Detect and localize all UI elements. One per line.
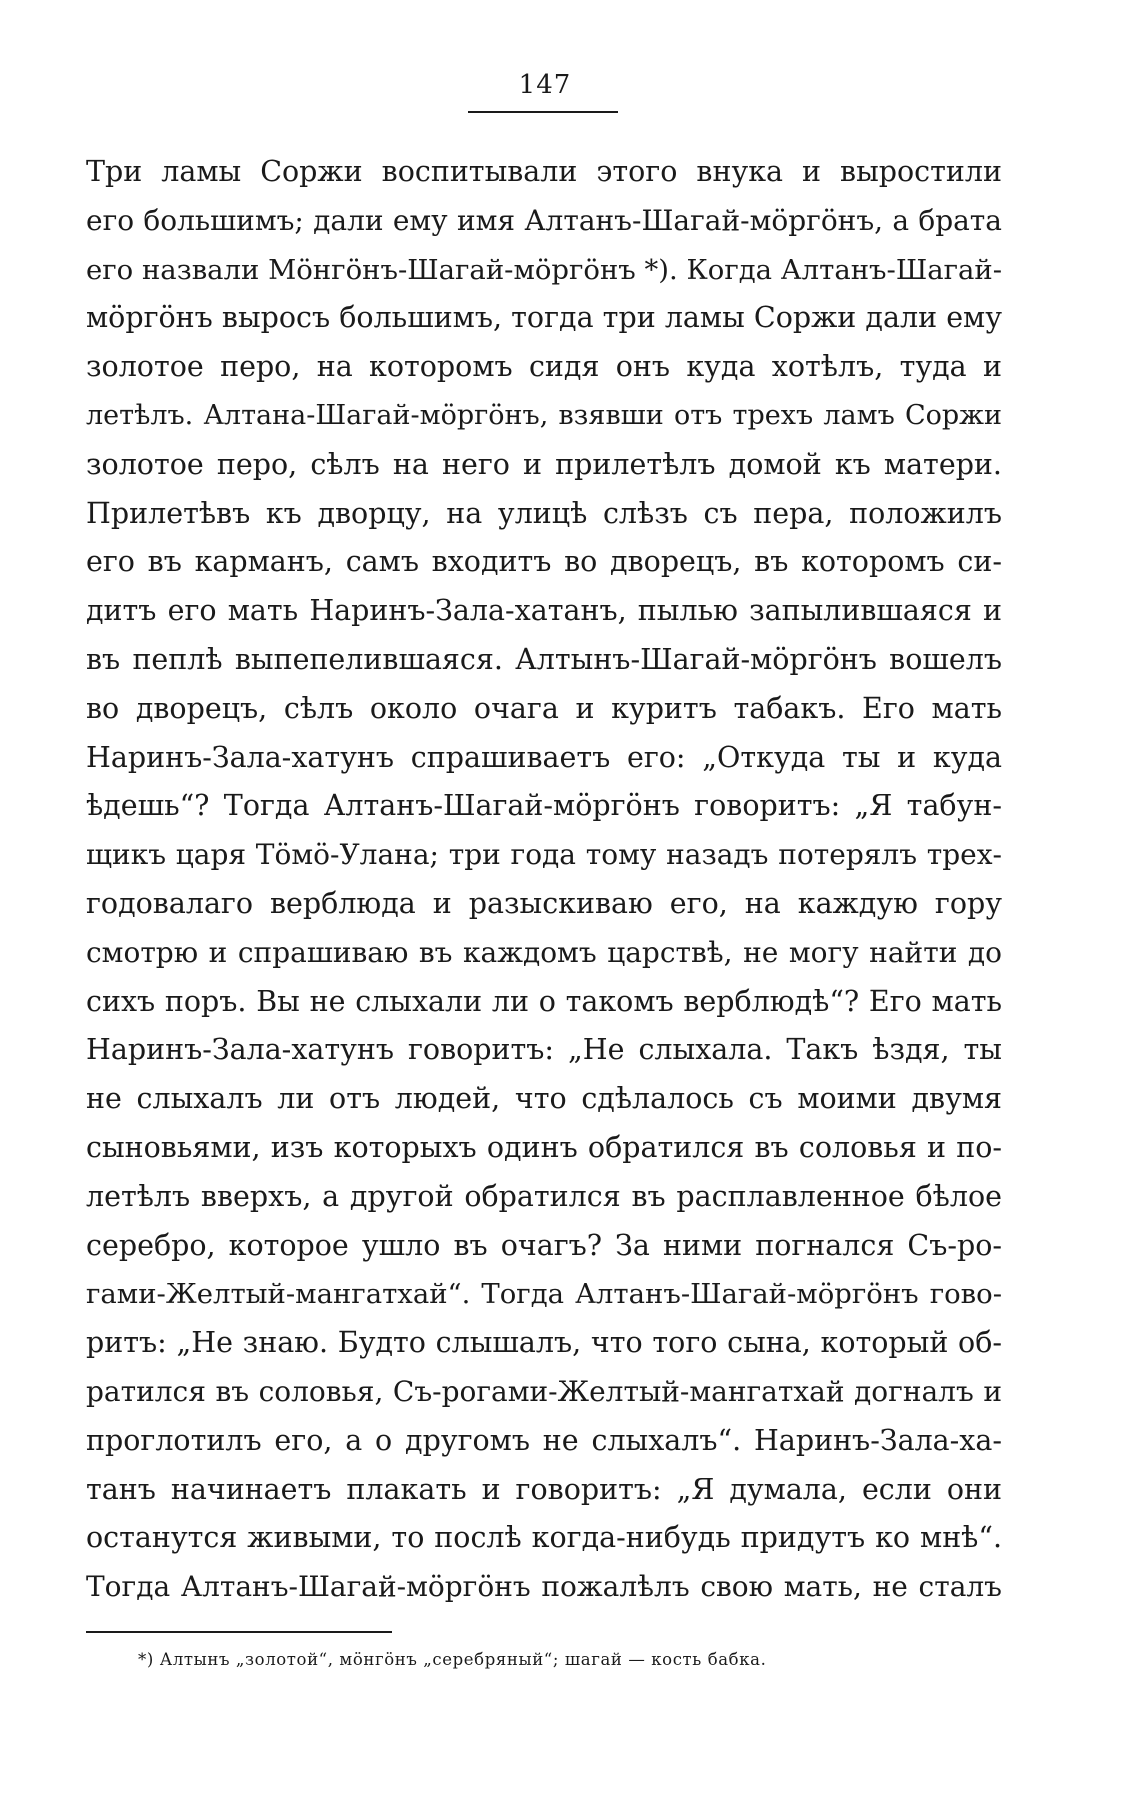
text-line: золотое перо, на которомъ сидя онъ куда хотѣлъ, туда и [86, 350, 1002, 384]
text-line: мöргöнъ выросъ большимъ, тогда три ламы Соржи дали ему [86, 301, 1002, 335]
text-line: ратился въ соловья, Съ-рогами-Желтый-мангатхай догналъ и [86, 1374, 1002, 1408]
body-text [86, 148, 1002, 1612]
footnote: *) Алтынъ „золотой“, мöнгöнъ „серебряный“; шагай — кость бабка. [138, 1650, 767, 1669]
text-line: летѣлъ вверхъ, а другой обратился въ расплавленное бѣлое [86, 1179, 1002, 1213]
text-line: годовалаго верблюда и разыскиваю его, на каждую гору [86, 886, 1002, 920]
footnote-rule [86, 1631, 392, 1633]
text-line: танъ начинаетъ плакать и говоритъ: „Я думала, если они [86, 1472, 1002, 1506]
text-line: смотрю и спрашиваю въ каждомъ царствѣ, не могу найти до [86, 935, 1002, 969]
page-number-rule [468, 111, 618, 113]
text-line: дитъ его мать Наринъ-Зала-хатанъ, пылью запылившаяся и [86, 594, 1002, 628]
text-line: золотое перо, сѣлъ на него и прилетѣлъ домой къ матери. [86, 447, 1002, 481]
text-line: сыновьями, изъ которыхъ одинъ обратился въ соловья и по- [86, 1130, 1002, 1164]
text-line: его въ карманъ, самъ входитъ во дворецъ, въ которомъ си- [86, 545, 1002, 579]
text-line: серебро, которое ушло въ очагъ? За ними погнался Съ-ро- [86, 1228, 1002, 1262]
text-line: во дворецъ, сѣлъ около очага и куритъ табакъ. Его мать [86, 691, 1002, 725]
page-number: 147 [518, 70, 572, 100]
text-line: его большимъ; дали ему имя Алтанъ-Шагай-мöргöнъ, а брата [86, 203, 1002, 237]
text-line: Наринъ-Зала-хатунъ спрашиваетъ его: „Откуда ты и куда [86, 740, 1002, 774]
text-line: ѣдешь“? Тогда Алтанъ-Шагай-мöргöнъ говоритъ: „Я табун- [86, 789, 1002, 823]
text-line: Наринъ-Зала-хатунъ говоритъ: „Не слыхала. Такъ ѣздя, ты [86, 1033, 1002, 1067]
text-line: проглотилъ его, а о другомъ не слыхалъ“. Наринъ-Зала-ха- [86, 1423, 1002, 1457]
text-line: сихъ поръ. Вы не слыхали ли о такомъ верблюдѣ“? Его мать [86, 984, 1002, 1018]
text-line: летѣлъ. Алтана-Шагай-мöргöнъ, взявши отъ трехъ ламъ Соржи [86, 399, 1002, 431]
text-line: Тогда Алтанъ-Шагай-мöргöнъ пожалѣлъ свою мать, не сталъ [86, 1570, 1002, 1604]
text-line: его назвали Мöнгöнъ-Шагай-мöргöнъ *). Когда Алтанъ-Шагай- [86, 253, 1003, 286]
text-line: щикъ царя Тöмö-Улана; три года тому назадъ потерялъ трех- [86, 838, 1002, 872]
text-line: Прилетѣвъ къ дворцу, на улицѣ слѣзъ съ пера, положилъ [86, 496, 1002, 530]
text-line: въ пеплѣ выпепелившаяся. Алтынъ-Шагай-мöргöнъ вошелъ [86, 642, 1002, 676]
text-line: гами-Желтый-мангатхай“. Тогда Алтанъ-Шагай-мöргöнъ гово- [86, 1278, 1002, 1311]
text-line: ритъ: „Не знаю. Будто слышалъ, что того сына, который об- [86, 1326, 1002, 1360]
text-line: Три ламы Соржи воспитывали этого внука и выростили [86, 155, 1002, 188]
text-line: не слыхалъ ли отъ людей, что сдѣлалось съ моими двумя [86, 1082, 1002, 1116]
text-line: останутся живыми, то послѣ когда-нибудь придутъ ко мнѣ“. [86, 1521, 1002, 1555]
